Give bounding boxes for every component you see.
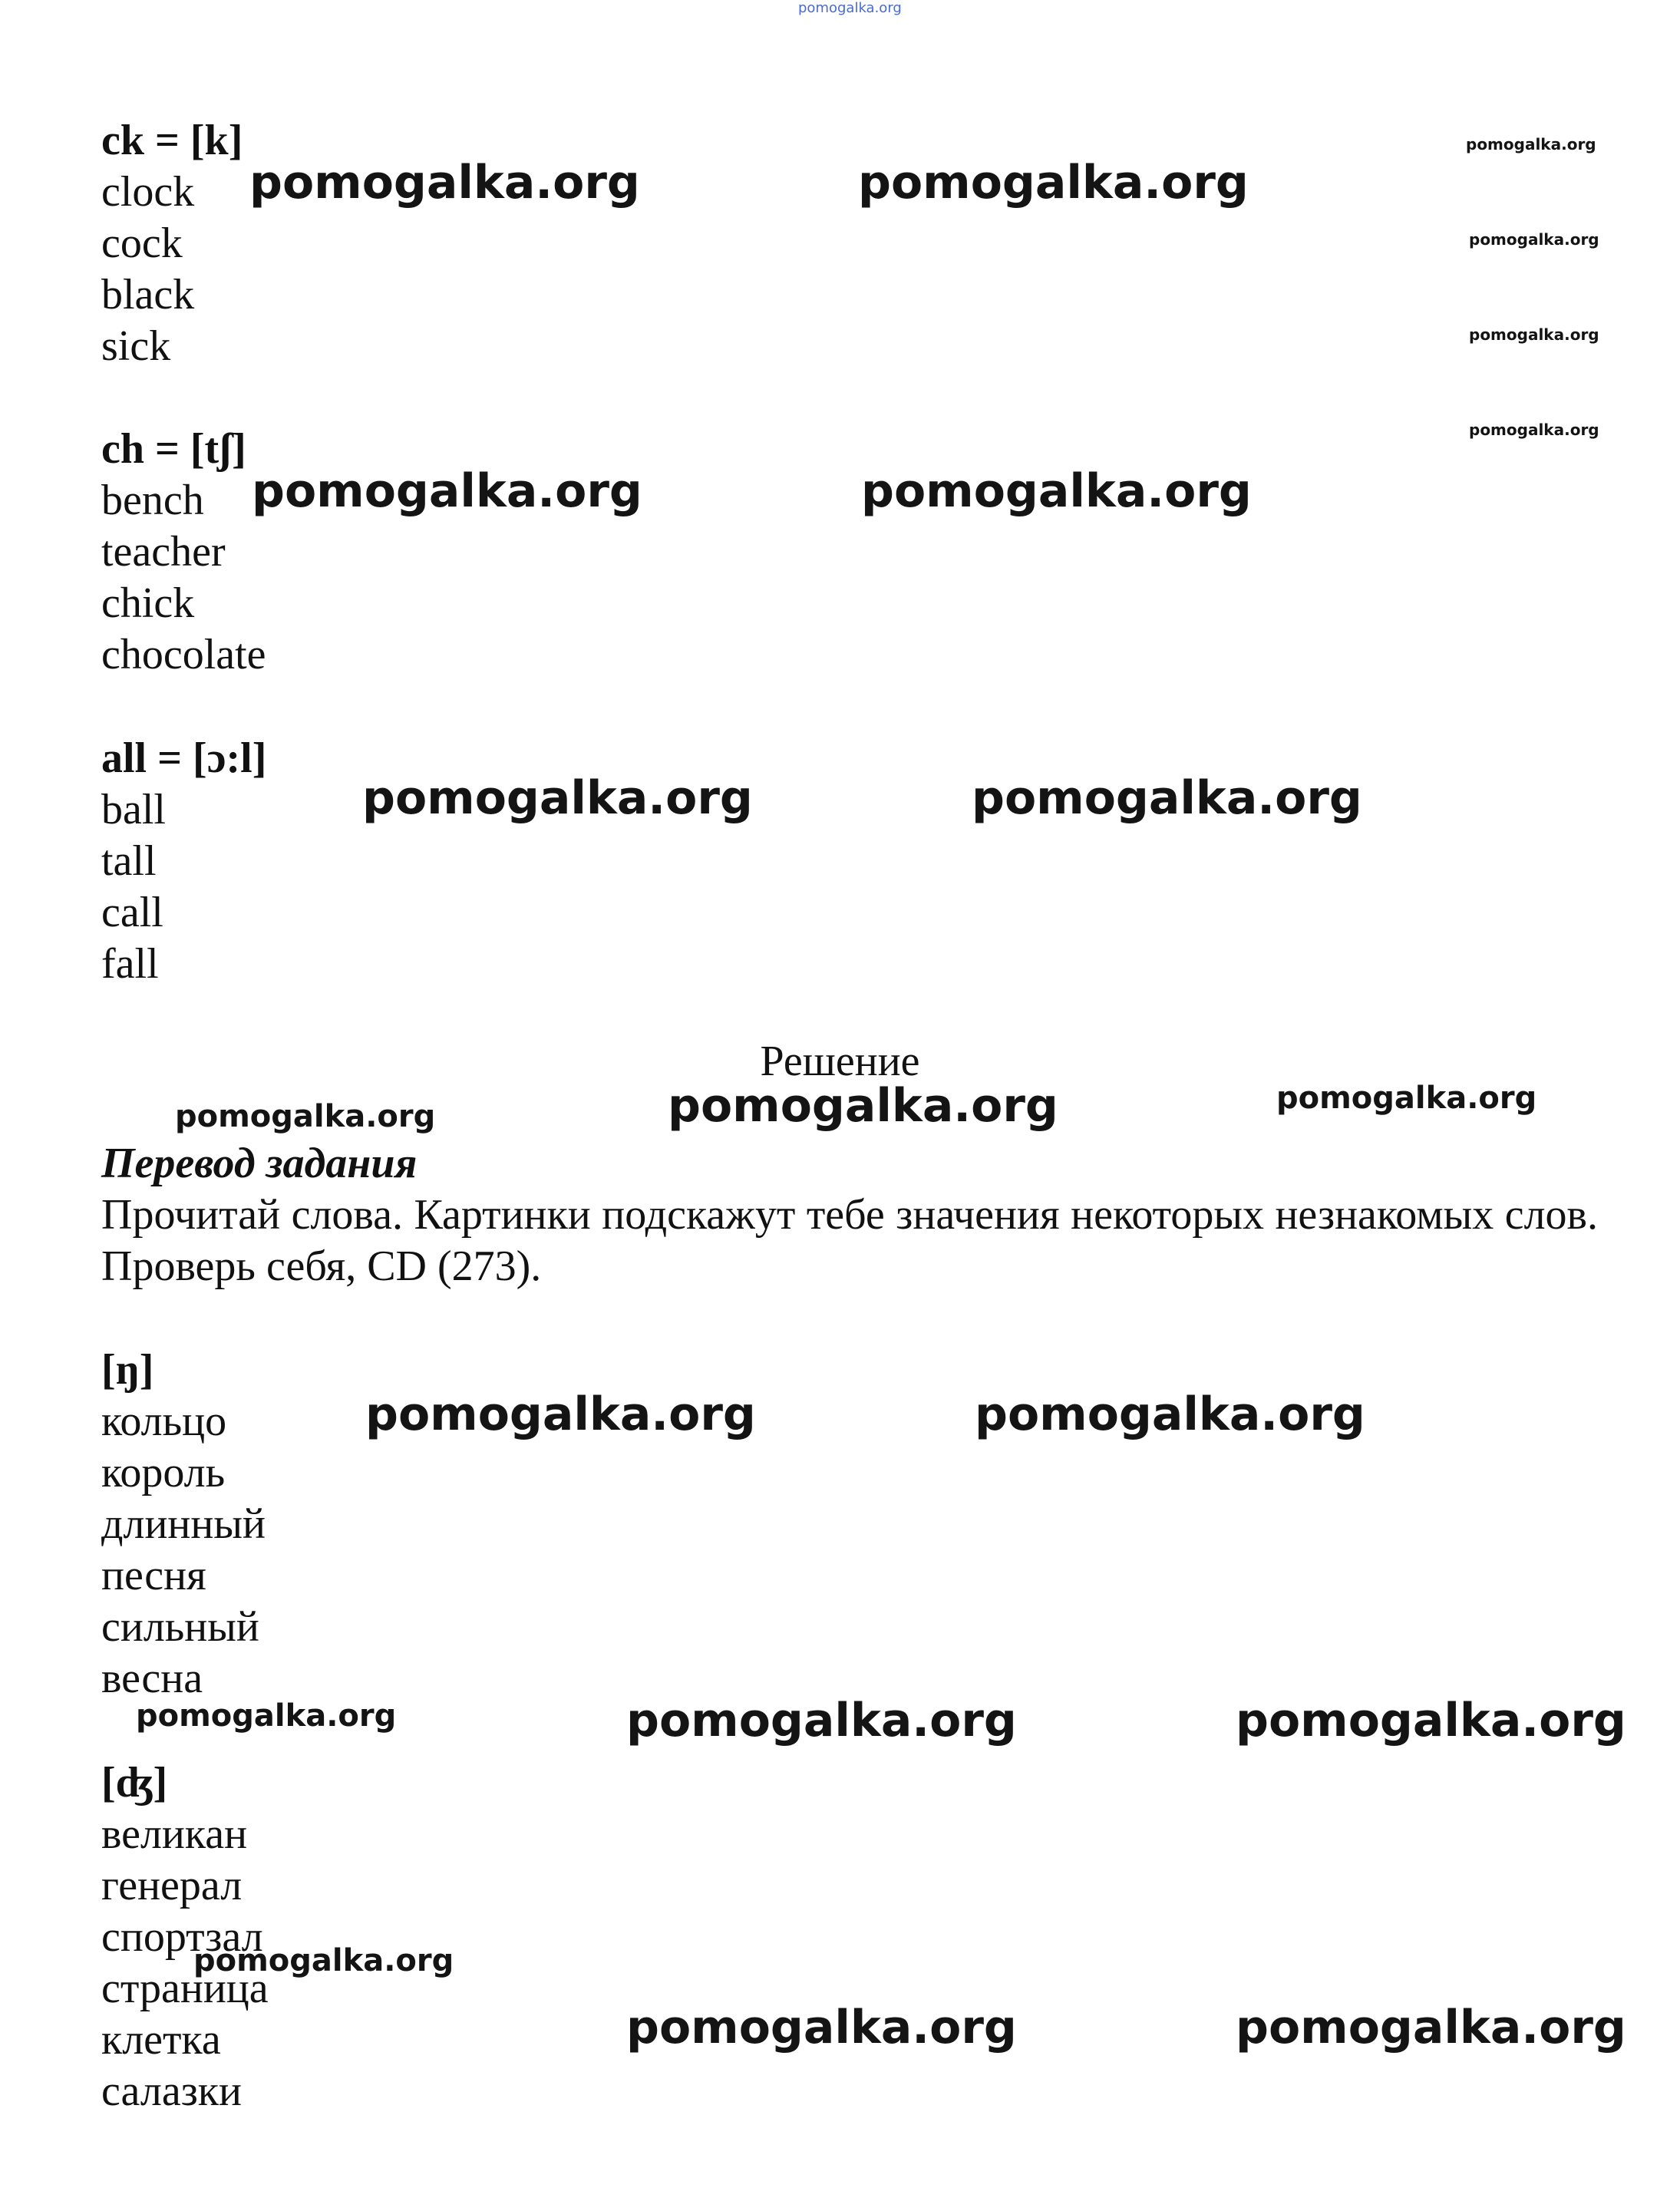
section-heading: ch = [tʃ] (101, 425, 246, 473)
watermark: pomogalka.org (972, 771, 1362, 825)
section-ch (101, 424, 266, 681)
word-item: салазки (101, 2067, 242, 2115)
word-item: спортзал (101, 1913, 263, 1961)
word-item: cock (101, 219, 183, 267)
watermark: pomogalka.org (362, 771, 753, 825)
section-dzh (101, 1757, 269, 2117)
translation-title: Перевод задания (101, 1140, 418, 1187)
watermark: pomogalka.org (1469, 325, 1599, 344)
watermark: pomogalka.org (365, 1388, 756, 1441)
word-item: кольцо (101, 1397, 227, 1445)
watermark: pomogalka.org (975, 1388, 1365, 1441)
watermark: pomogalka.org (626, 1694, 1017, 1747)
watermark: pomogalka.org (861, 464, 1252, 518)
watermark: pomogalka.org (1236, 2001, 1626, 2054)
word-item: black (101, 271, 195, 318)
header-watermark: pomogalka.org (798, 0, 902, 16)
word-item: клетка (101, 2016, 221, 2064)
section-ng (101, 1345, 266, 1704)
section-heading: [ŋ] (101, 1346, 154, 1394)
word-item: генерал (101, 1862, 243, 1909)
section-all (101, 733, 266, 990)
word-item: teacher (101, 528, 226, 576)
section-ck (101, 115, 243, 372)
watermark: pomogalka.org (1236, 1694, 1626, 1747)
section-heading: all = [ɔ:l] (101, 734, 267, 782)
word-item: chick (101, 579, 195, 627)
watermark: pomogalka.org (668, 1079, 1058, 1133)
word-item: страница (101, 1965, 269, 2012)
watermark: pomogalka.org (1466, 135, 1596, 153)
solution-label: Решение (760, 1038, 920, 1085)
watermark: pomogalka.org (1469, 230, 1599, 249)
watermark: pomogalka.org (252, 464, 642, 518)
watermark: pomogalka.org (858, 156, 1249, 210)
watermark: pomogalka.org (249, 156, 640, 210)
word-item: tall (101, 837, 157, 885)
word-item: clock (101, 168, 195, 216)
watermark: pomogalka.org (1469, 421, 1599, 439)
word-item: bench (101, 477, 204, 524)
word-item: call (101, 889, 163, 936)
word-item: сильный (101, 1603, 259, 1651)
word-item: песня (101, 1552, 206, 1599)
word-item: ball (101, 786, 166, 833)
word-item: chocolate (101, 631, 266, 678)
word-item: fall (101, 940, 159, 988)
word-item: король (101, 1449, 226, 1496)
watermark: pomogalka.org (193, 1943, 454, 1978)
watermark: pomogalka.org (1276, 1081, 1537, 1116)
word-item: весна (101, 1655, 203, 1702)
watermark: pomogalka.org (175, 1099, 436, 1134)
watermark: pomogalka.org (136, 1698, 397, 1734)
word-item: великан (101, 1810, 248, 1858)
section-heading: ck = [k] (101, 117, 243, 164)
word-item: длинный (101, 1500, 266, 1548)
watermark: pomogalka.org (626, 2001, 1017, 2054)
word-item: sick (101, 322, 171, 370)
section-heading: [ʤ] (101, 1759, 168, 1807)
translation-text: Прочитай слова. Картинки подскажут тебе значения некоторых незнакомых слов. Проверь себя, CD (273). (101, 1191, 1598, 1290)
